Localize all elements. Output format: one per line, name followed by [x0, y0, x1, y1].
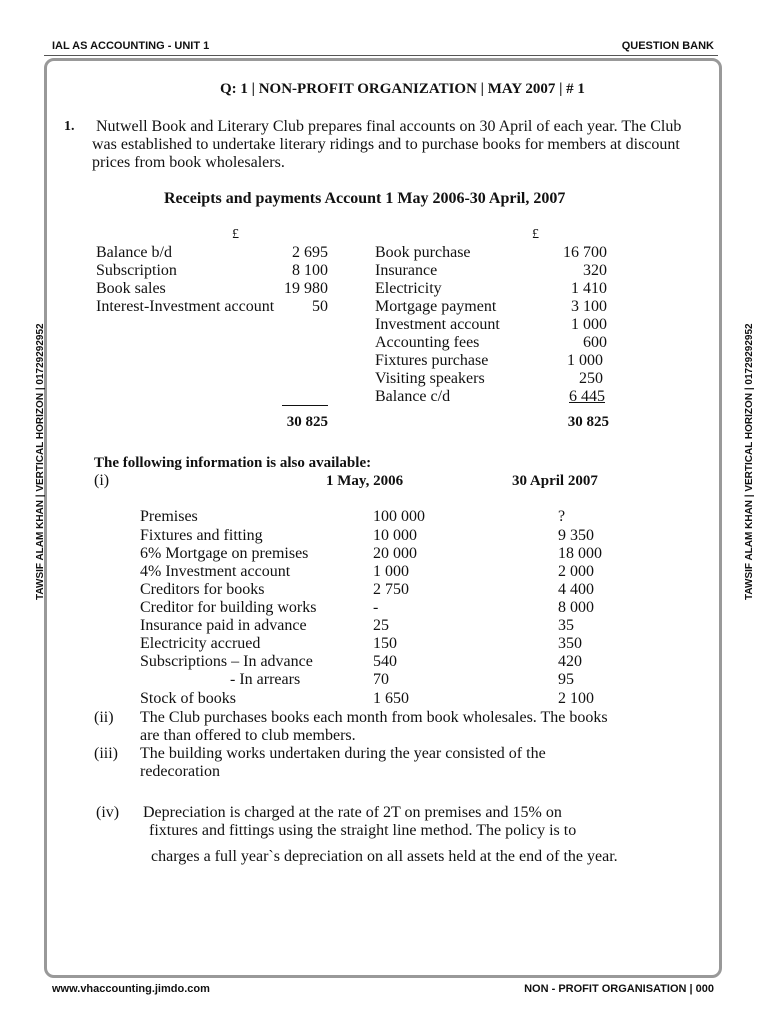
- info-row-label: 4% Investment account: [140, 563, 291, 580]
- note-line: redecoration: [140, 763, 220, 780]
- payment-label: Mortgage payment: [375, 298, 497, 315]
- side-label-right: TAWSIF ALAM KHAN | VERTICAL HORIZON | 01729292952: [744, 323, 755, 600]
- info-row-label: Creditors for books: [140, 581, 265, 598]
- payment-label: Insurance: [375, 262, 438, 279]
- total-left: 30 825: [286, 414, 328, 430]
- info-row-v1: 20 000: [373, 545, 417, 562]
- info-row-label: - In arrears: [230, 671, 301, 688]
- info-heading: The following information is also available:: [94, 455, 372, 471]
- currency-right: £: [532, 227, 539, 242]
- info-row-label: Premises: [140, 508, 198, 525]
- info-row-label: Fixtures and fitting: [140, 527, 263, 544]
- info-row-v2: 420: [558, 653, 582, 670]
- info-row-v1: 150: [373, 635, 397, 652]
- intro-line: Nutwell Book and Literary Club prepares final accounts on 30 April of each year. The Club: [96, 118, 682, 135]
- header-right: QUESTION BANK: [621, 40, 714, 52]
- note-line: The Club purchases books each month from book wholesales. The books: [140, 709, 608, 726]
- header-rule: [44, 55, 718, 56]
- payment-label: Investment account: [375, 316, 500, 333]
- receipt-label: Book sales: [96, 280, 166, 297]
- receipt-label: Interest-Investment account: [96, 298, 275, 315]
- note-line: Depreciation is charged at the rate of 2T on premises and 15% on: [143, 804, 562, 821]
- side-label-left: TAWSIF ALAM KHAN | VERTICAL HORIZON | 01729292952: [35, 323, 46, 600]
- info-row-v2: 350: [558, 635, 582, 652]
- info-row-v1: 25: [373, 617, 389, 634]
- payment-amount: 6 445: [569, 388, 605, 405]
- payment-label: Accounting fees: [375, 334, 480, 351]
- footer-section: NON - PROFIT ORGANISATION | 000: [524, 983, 714, 995]
- payment-label: Visiting speakers: [375, 370, 485, 387]
- question-heading: Q: 1 | NON-PROFIT ORGANIZATION | MAY 2007 | # 1: [220, 81, 585, 97]
- header-left: IAL AS ACCOUNTING - UNIT 1: [52, 40, 210, 52]
- question-number: 1.: [64, 119, 75, 134]
- receipt-amount: 50: [312, 298, 328, 315]
- footer-website: www.vhaccounting.jimdo.com: [52, 983, 210, 995]
- payment-amount: 600: [583, 334, 607, 351]
- info-row-v1: 10 000: [373, 527, 417, 544]
- info-row-v1: 2 750: [373, 581, 409, 598]
- payment-amount: 1 000: [571, 316, 607, 333]
- receipt-label: Subscription: [96, 262, 177, 279]
- payment-amount: 250: [579, 370, 603, 387]
- intro-line: prices from book wholesalers.: [92, 154, 285, 171]
- info-row-v2: 2 100: [558, 690, 594, 707]
- info-row-v2: 2 000: [558, 563, 594, 580]
- info-row-label: Subscriptions – In advance: [140, 653, 313, 670]
- payment-amount: 1 000: [567, 352, 603, 369]
- account-title: Receipts and payments Account 1 May 2006-30 April, 2007: [164, 190, 566, 207]
- note-line: charges a full year`s depreciation on all assets held at the end of the year.: [151, 848, 618, 865]
- note-number: (iii): [94, 745, 118, 762]
- intro-line: was established to undertake literary ridings and to purchase books for members at discount: [92, 136, 680, 153]
- receipt-amount: 2 695: [292, 244, 328, 261]
- note-line: are than offered to club members.: [140, 727, 356, 744]
- info-row-v1: 100 000: [373, 508, 425, 525]
- info-row-label: Insurance paid in advance: [140, 617, 307, 634]
- receipt-amount: 19 980: [284, 280, 328, 297]
- info-row-label: Electricity accrued: [140, 635, 261, 652]
- receipt-label: Balance b/d: [96, 244, 172, 261]
- payment-amount: 3 100: [571, 298, 607, 315]
- info-row-v2: 8 000: [558, 599, 594, 616]
- info-row-v2: 95: [558, 671, 574, 688]
- info-row-label: Stock of books: [140, 690, 236, 707]
- total-rule-left: [282, 405, 328, 406]
- info-row-v2: 9 350: [558, 527, 594, 544]
- note-line: The building works undertaken during the year consisted of the: [140, 745, 546, 762]
- info-row-v1: 540: [373, 653, 397, 670]
- info-row-v2: 35: [558, 617, 574, 634]
- info-col-2: 30 April 2007: [512, 473, 598, 489]
- payment-amount: 320: [583, 262, 607, 279]
- info-row-v1: -: [373, 599, 379, 616]
- note-number: (ii): [94, 709, 114, 726]
- receipt-amount: 8 100: [292, 262, 328, 279]
- info-row-label: 6% Mortgage on premises: [140, 545, 309, 562]
- currency-left: £: [232, 227, 239, 242]
- info-col-1: 1 May, 2006: [326, 473, 404, 489]
- payment-amount: 1 410: [571, 280, 607, 297]
- info-row-v2: ?: [558, 508, 566, 525]
- payment-label: Electricity: [375, 280, 442, 297]
- info-row-v2: 4 400: [558, 581, 594, 598]
- info-item-i: (i): [94, 472, 110, 489]
- info-row-v2: 18 000: [558, 545, 602, 562]
- info-row-v1: 70: [373, 671, 389, 688]
- total-right: 30 825: [567, 414, 609, 430]
- payment-amount: 16 700: [563, 244, 607, 261]
- note-number: (iv): [96, 804, 120, 821]
- note-line: fixtures and fittings using the straight line method. The policy is to: [149, 822, 577, 839]
- payment-label: Book purchase: [375, 244, 471, 261]
- payment-label: Balance c/d: [375, 388, 451, 405]
- info-row-v1: 1 000: [373, 563, 409, 580]
- info-row-label: Creditor for building works: [140, 599, 317, 616]
- payment-label: Fixtures purchase: [375, 352, 489, 369]
- info-row-v1: 1 650: [373, 690, 409, 707]
